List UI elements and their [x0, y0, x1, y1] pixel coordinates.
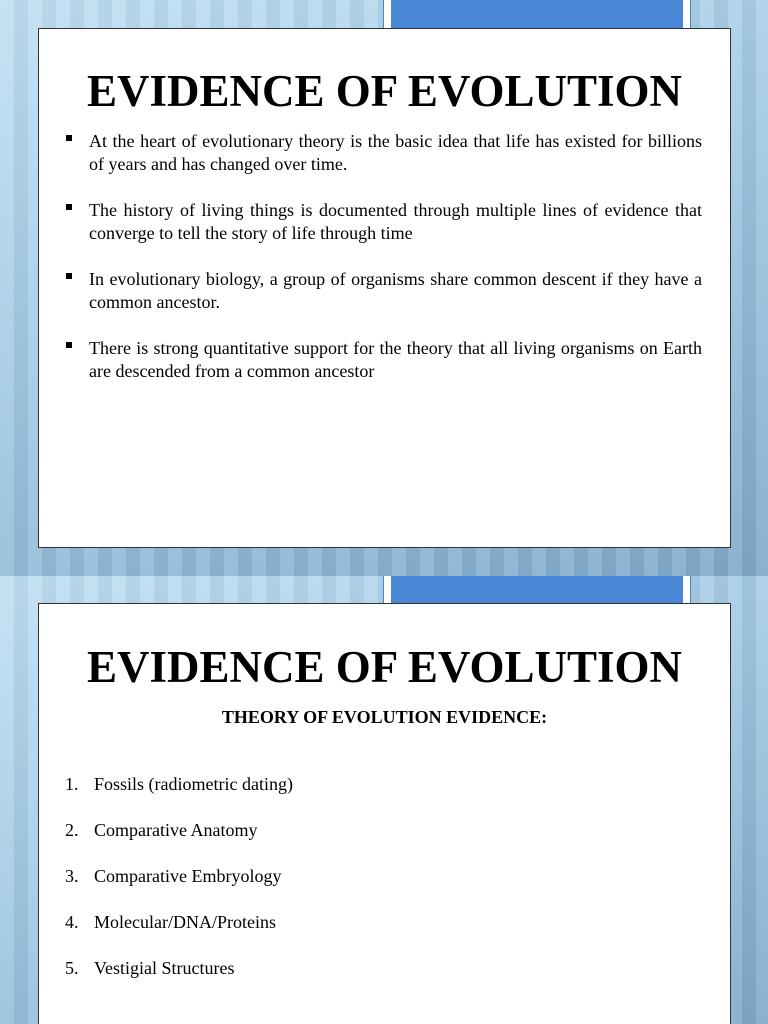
square-bullet-icon	[66, 273, 72, 279]
evidence-item	[39, 911, 293, 934]
bullet-text: At the heart of evolutionary theory is the basic idea that life has existed for billions of years and has changed over time.	[89, 131, 702, 174]
evidence-item	[39, 819, 293, 842]
item-text: Fossils (radiometric dating)	[94, 774, 293, 794]
item-number: 3.	[65, 866, 79, 886]
evidence-item	[39, 865, 293, 888]
item-number: 2.	[65, 820, 79, 840]
content-card	[38, 28, 731, 548]
evidence-list	[39, 773, 293, 1003]
square-bullet-icon	[66, 342, 72, 348]
item-text: Molecular/DNA/Proteins	[94, 912, 276, 932]
item-number: 4.	[65, 912, 79, 932]
bullet-item	[39, 199, 702, 245]
evidence-item	[39, 773, 293, 796]
item-number: 1.	[65, 774, 79, 794]
slide-title: EVIDENCE OF EVOLUTION	[86, 642, 683, 692]
item-text: Comparative Embryology	[94, 866, 282, 886]
bullet-text: In evolutionary biology, a group of organisms share common descent if they have a common ancestor.	[89, 269, 702, 312]
bullet-text: The history of living things is documented through multiple lines of evidence that converge to tell the story of life through time	[89, 200, 702, 243]
bullet-item	[39, 130, 702, 176]
content-card	[38, 603, 731, 1024]
item-text: Vestigial Structures	[94, 958, 235, 978]
square-bullet-icon	[66, 204, 72, 210]
slide-2	[0, 576, 768, 1024]
slide-subtitle: THEORY OF EVOLUTION EVIDENCE:	[221, 707, 548, 727]
evidence-item	[39, 957, 293, 980]
item-number: 5.	[65, 958, 79, 978]
bullet-item	[39, 337, 702, 383]
item-text: Comparative Anatomy	[94, 820, 258, 840]
bullet-list	[39, 130, 702, 406]
bullet-text: There is strong quantitative support for the theory that all living organisms on Earth are descended from a common ancestor	[89, 338, 702, 381]
bullet-item	[39, 268, 702, 314]
square-bullet-icon	[66, 135, 72, 141]
slide-title: EVIDENCE OF EVOLUTION	[86, 66, 683, 116]
